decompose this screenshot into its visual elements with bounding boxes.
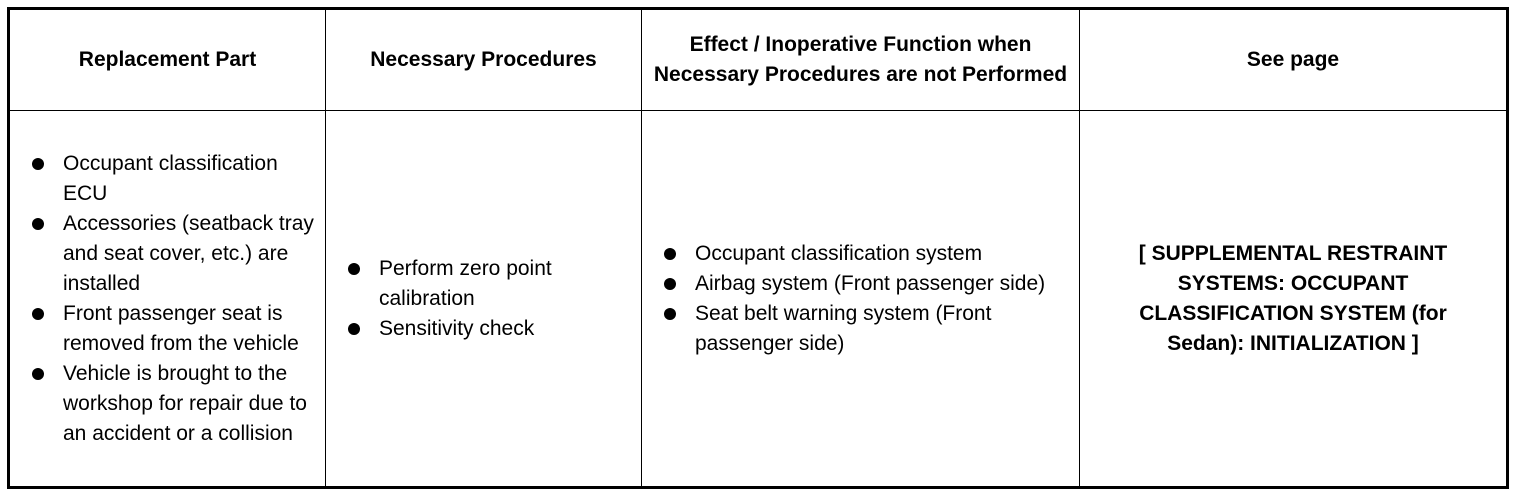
header-effect-inoperative-function: Effect / Inoperative Function when Necessary Procedures are not Performed — [642, 9, 1080, 111]
list-item: Occupant classification ECU — [10, 149, 325, 209]
see-page-reference: [ SUPPLEMENTAL RESTRAINT SYSTEMS: OCCUPANT CLASSIFICATION SYSTEM (for Sedan): INITIALIZATION ] — [1080, 111, 1508, 488]
header-see-page: See page — [1080, 9, 1508, 111]
list-item: Front passenger seat is removed from the vehicle — [10, 299, 325, 359]
list-item: Accessories (seatback tray and seat cover, etc.) are installed — [10, 209, 325, 299]
header-row — [9, 9, 1508, 111]
replacement-part-cell — [9, 111, 326, 488]
table-row — [9, 111, 1508, 488]
necessary-procedures-cell — [326, 111, 642, 488]
header-replacement-part: Replacement Part — [9, 9, 326, 111]
procedures-list — [326, 254, 641, 344]
list-item: Airbag system (Front passenger side) — [642, 269, 1079, 299]
list-item: Seat belt warning system (Front passenger side) — [642, 299, 1079, 359]
list-item: Sensitivity check — [326, 314, 641, 344]
header-necessary-procedures: Necessary Procedures — [326, 9, 642, 111]
effects-list — [642, 239, 1079, 359]
procedures-table — [7, 7, 1509, 489]
list-item: Perform zero point calibration — [326, 254, 641, 314]
effect-cell — [642, 111, 1080, 488]
replacement-part-list — [10, 149, 325, 449]
list-item: Occupant classification system — [642, 239, 1079, 269]
list-item: Vehicle is brought to the workshop for repair due to an accident or a collision — [10, 359, 325, 449]
